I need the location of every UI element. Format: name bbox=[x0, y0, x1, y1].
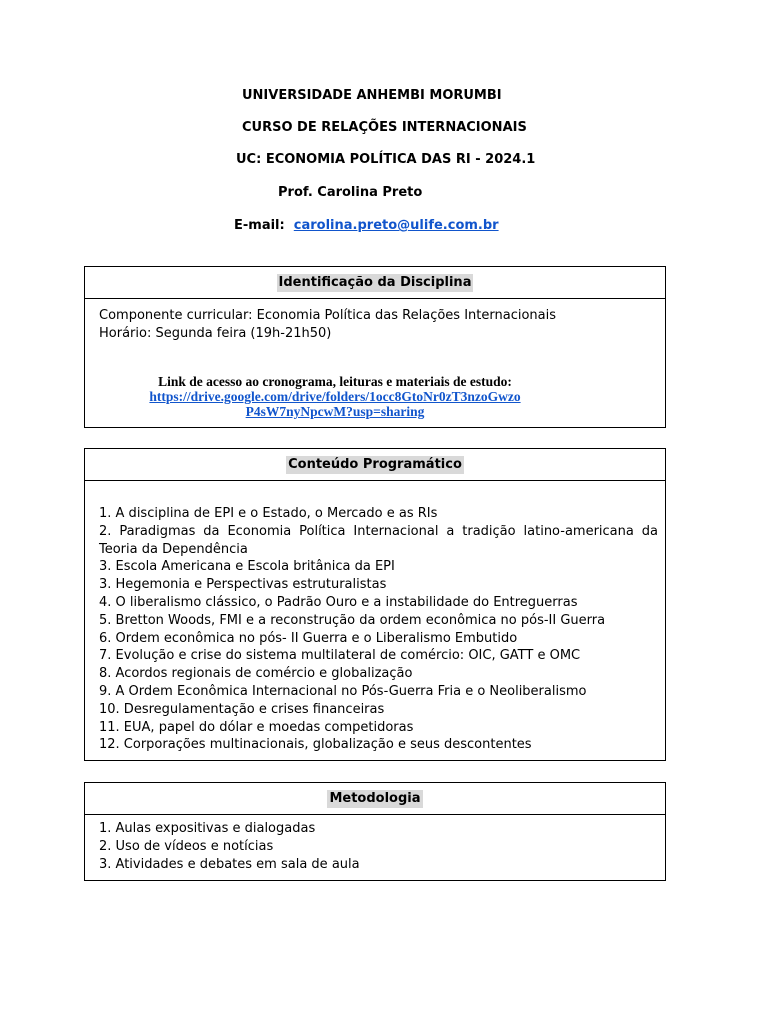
drive-link-line2[interactable]: P4sW7nyNpcwM?usp=sharing bbox=[245, 404, 425, 419]
conteudo-header bbox=[85, 449, 665, 481]
link-block bbox=[125, 374, 545, 419]
metodologia-title: Metodologia bbox=[329, 790, 421, 806]
metodologia-section bbox=[84, 782, 666, 881]
list-item: 2. Paradigmas da Economia Política Internacional a tradição latino-americana da Teoria da Dependência bbox=[99, 523, 658, 557]
metodologia-list bbox=[85, 815, 665, 873]
list-item: 6. Ordem econômica no pós- II Guerra e o Liberalismo Embutido bbox=[99, 630, 518, 646]
list-item: 5. Bretton Woods, FMI e a reconstrução da ordem econômica no pós-II Guerra bbox=[99, 612, 606, 628]
identificacao-header bbox=[85, 267, 665, 299]
university-name: UNIVERSIDADE ANHEMBI MORUMBI bbox=[242, 88, 502, 103]
horario-text: Horário: Segunda feira (19h-21h50) bbox=[99, 325, 332, 341]
identificacao-title: Identificação da Disciplina bbox=[278, 274, 472, 290]
identificacao-body bbox=[85, 299, 665, 343]
link-title: Link de acesso ao cronograma, leituras e materiais de estudo: bbox=[158, 374, 512, 389]
list-item: 12. Corporações multinacionais, globalização e seus descontentes bbox=[99, 737, 532, 753]
list-item: 3. Hegemonia e Perspectivas estruturalistas bbox=[99, 577, 387, 593]
conteudo-title: Conteúdo Programático bbox=[288, 456, 462, 472]
list-item: 11. EUA, papel do dólar e moedas competidoras bbox=[99, 719, 414, 735]
list-item: 3. Escola Americana e Escola britânica da EPI bbox=[99, 559, 395, 575]
conteudo-section bbox=[84, 448, 666, 761]
list-item: 1. A disciplina de EPI e o Estado, o Mercado e as RIs bbox=[99, 506, 438, 521]
metodologia-header bbox=[85, 783, 665, 815]
email-link[interactable]: carolina.preto@ulife.com.br bbox=[293, 218, 499, 233]
componente-text: Componente curricular: Economia Política das Relações Internacionais bbox=[99, 308, 556, 323]
list-item: 7. Evolução e crise do sistema multilateral de comércio: OIC, GATT e OMC bbox=[99, 648, 581, 664]
email-label: E-mail: bbox=[234, 218, 285, 233]
list-item: 8. Acordos regionais de comércio e globalização bbox=[99, 666, 413, 682]
professor-name: Prof. Carolina Preto bbox=[278, 185, 423, 200]
drive-link-line1[interactable]: https://drive.google.com/drive/folders/1occ8GtoNr0zT3nzoGwzo bbox=[149, 389, 521, 404]
conteudo-list bbox=[85, 481, 665, 754]
list-item: 2. Uso de vídeos e notícias bbox=[99, 838, 274, 854]
course-name: CURSO DE RELAÇÕES INTERNACIONAIS bbox=[242, 120, 527, 135]
list-item: 4. O liberalismo clássico, o Padrão Ouro e a instabilidade do Entreguerras bbox=[99, 594, 578, 610]
identificacao-section bbox=[84, 266, 666, 428]
list-item: 10. Desregulamentação e crises financeiras bbox=[99, 701, 385, 717]
list-item: 1. Aulas expositivas e dialogadas bbox=[99, 821, 316, 836]
list-item: 9. A Ordem Econômica Internacional no Pós-Guerra Fria e o Neoliberalismo bbox=[99, 683, 587, 699]
list-item: 3. Atividades e debates em sala de aula bbox=[99, 856, 360, 872]
uc-title: UC: ECONOMIA POLÍTICA DAS RI - 2024.1 bbox=[236, 152, 536, 167]
email-line bbox=[234, 218, 499, 234]
